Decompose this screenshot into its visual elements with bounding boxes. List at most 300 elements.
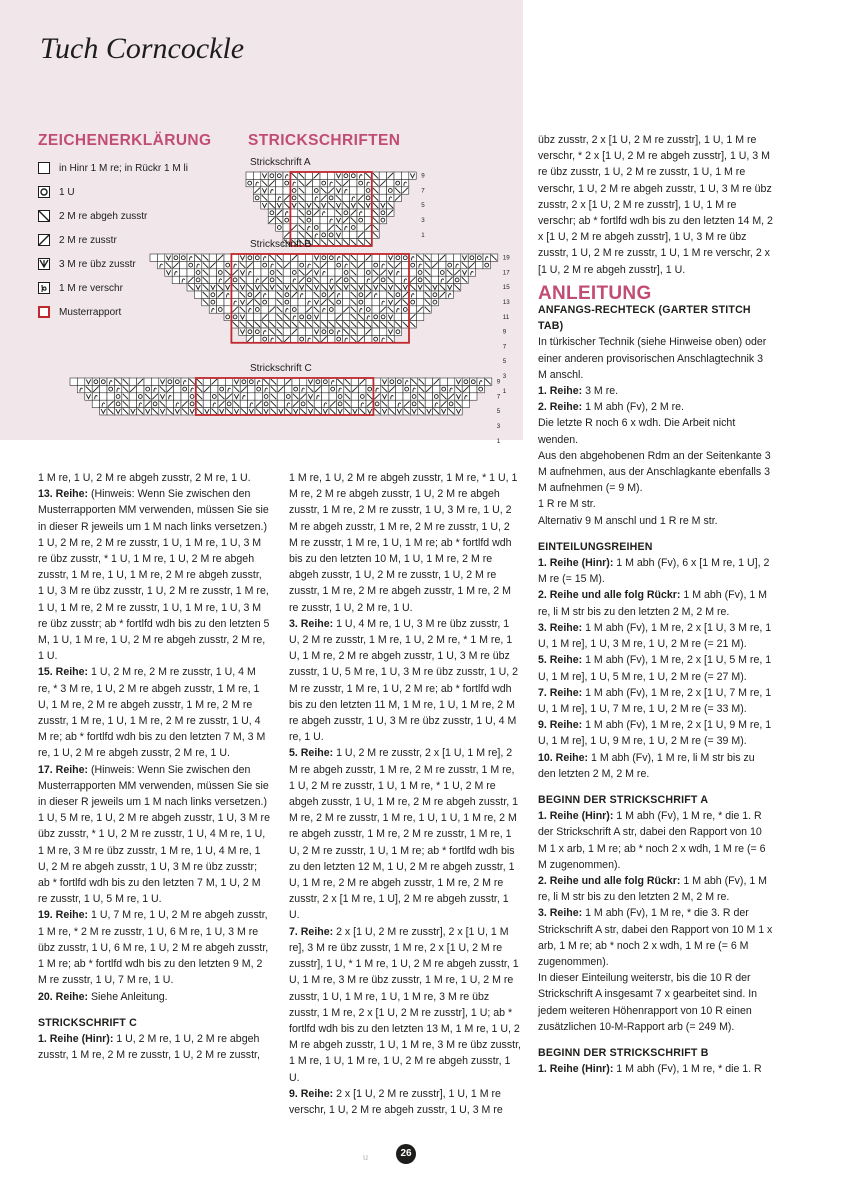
chart-row-number: 5 [496,408,501,416]
chart-b-label: Strickschrift B [250,239,312,250]
chart-cell [336,393,343,400]
chart-cell [329,393,336,400]
chart-cell [440,385,447,392]
legend-heading: ZEICHENERKLÄRUNG [38,132,212,149]
instruction-text: 1 U, 2 M re, 2 M re zusstr, 1 U, 4 M re, * 3 M re, 1 U, 2 M re abgeh zusstr, 1 M re, 1 U, 1 M re, 2 M re abgeh zusstr, 1 M re, 2 M re zusstr, 1 M re, 1 U, 1 M re, 2 M re zusstr, 1 U, 4 M re; ab * fortlfd wdh bis zu den letzten 7 M, 3 M re, 1 U, 2 M re abgeh zusstr, 2 M re, 1 U. [38,666,266,760]
legend-item-label: 2 M re abgeh zusstr [59,210,148,222]
chart-cell [476,261,483,268]
chart-cell [92,378,99,385]
chart-cell [246,291,253,298]
chart-cell [364,187,371,194]
chart-cell [335,328,342,335]
chart-cell [342,335,349,342]
chart-cell [416,291,423,298]
section-heading: ANLEITUNG [538,282,652,304]
chart-cell [225,400,232,407]
chart-cell [357,276,364,283]
chart-cell [100,378,107,385]
instruction-text: 3 M re. [582,385,619,398]
chart-cell [180,261,187,268]
chart-cell [254,254,261,261]
chart-cell [328,306,335,313]
chart-c-label: Strickschrift C [250,363,312,374]
chart-cell [359,393,366,400]
chart-cell [217,298,224,305]
chart-cell [328,335,335,342]
chart-cell [291,276,298,283]
instruction-text: 1 U, 2 M re, 1 U, 2 M re abgeh zusstr, 1 M re, 2 M re zusstr, 1 U, 2 M re zusstr, [38,1032,260,1062]
chart-cell [261,328,268,335]
chart-cell [290,216,297,223]
legend-item-label: in Hinr 1 M re; in Rückr 1 M li [59,162,188,174]
chart-cell [342,313,349,320]
row-label: 3. Reihe: [538,621,583,634]
chart-cell [276,179,283,186]
chart-cell [335,269,342,276]
chart-cell [416,261,423,268]
chart-cell [462,378,469,385]
chart-cell [137,393,144,400]
legend-item [38,204,238,228]
twisted-stitch-icon [38,282,50,294]
chart-cell [151,378,158,385]
chart-cell [151,385,158,392]
row-label: 2. Reihe: [538,401,583,414]
chart-cell [209,306,216,313]
chart-cell [372,254,379,261]
chart-cell [305,276,312,283]
chart-cell [231,313,238,320]
chart-cell [373,400,380,407]
chart-cell [433,400,440,407]
chart-cell [194,269,201,276]
chart-cell [328,328,335,335]
chart-cell [409,298,416,305]
chart-cell [327,216,334,223]
chart-cell [114,385,121,392]
chart-cell [305,254,312,261]
chart-cell [327,231,334,238]
chart-cell [283,179,290,186]
chart-cell [446,291,453,298]
chart-cell [262,393,269,400]
chart-cell [453,254,460,261]
chart-cell [283,291,290,298]
chart-cell [283,276,290,283]
chart-cell [431,298,438,305]
chart-cell [157,261,164,268]
chart-cell [254,335,261,342]
chart-cell [431,254,438,261]
chart-cell [248,393,255,400]
chart-cell [298,335,305,342]
chart-cell [203,378,210,385]
chart-cell [328,313,335,320]
instruction-paragraph [538,620,773,652]
chart-cell [320,328,327,335]
instruction-text: 1 M abh (Fv), 1 M re, li M str bis zu den letzten 2 M, 2 M re. [538,751,755,780]
chart-cell [329,378,336,385]
chart-cell [336,400,343,407]
instruction-paragraph [538,905,773,970]
chart-cell [277,378,284,385]
chart-cell [305,194,312,201]
empty-square-icon [38,162,50,174]
chart-cell [342,194,349,201]
chart-cell [298,298,305,305]
chart-row-number: 1 [502,387,507,395]
instruction-paragraph [289,924,521,1086]
chart-cell [268,313,275,320]
chart-cell [246,269,253,276]
chart-cell [357,328,364,335]
chart-row-number: 9 [496,378,501,386]
chart-cell [283,328,290,335]
instruction-text: 2 x [1 U, 2 M re zusstr], 2 x [1 U, 1 M re], 3 M re übz zusstr, 1 M re, 2 x [1 U, 2 M re zusstr], 1 U, * 1 M re, 1 U, 2 M re abgeh zusstr, 1 U, 1 M re, 3 M re übz zusstr, 1 M re, 1 U, 2 M re zusstr, 1 U, 1 M re, 1 U, 1 M re, 3 M re übz zusstr, 1 M re, 2 x [1 U, 2 M re zusstr], 1 U; ab * fortlfd wdh bis zu den letzten 13 M, 1 M re, 1 U, 2 M re abgeh zusstr, 1 U, 1 M re, 3 M re übz zusstr, 1 M re, 1 U, 1 M re, 1 U, 2 M re abgeh zusstr, 1 U. [289,925,521,1084]
instruction-text: Alternativ 9 M anschl und 1 R re M str. [538,514,718,527]
chart-cell [268,261,275,268]
chart-cell [350,231,357,238]
chart-cell [305,172,312,179]
chart-cell [314,378,321,385]
chart-cell [290,231,297,238]
chart-cell [194,261,201,268]
instruction-text: In dieser Einteilung weiterstr, bis die 10 R der Strickschrift A insgesamt 7 x gearbeitet sind. In jedem weiteren Höhenrapport von 10 R einen zusätzlichen 10-M-Rapport arb (= 249 M). [538,972,758,1033]
chart-cell [359,385,366,392]
chart-cell [225,385,232,392]
chart-cell [373,378,380,385]
chart-cell [253,194,260,201]
chart-cell [366,378,373,385]
chart-cell [224,254,231,261]
chart-cell [181,378,188,385]
chart-cell [217,269,224,276]
chart-cell [172,269,179,276]
chart-cell [388,393,395,400]
chart-cell [328,254,335,261]
chart-cell [335,298,342,305]
chart-cell [283,254,290,261]
chart-cell [357,298,364,305]
chart-cell [379,216,386,223]
chart-cell [255,378,262,385]
instruction-paragraph [289,745,521,923]
chart-cell [401,179,408,186]
row-label: 20. Reihe: [38,990,89,1003]
instruction-text: Siehe Anleitung. [88,990,168,1003]
chart-cell [174,393,181,400]
chart-cell [379,291,386,298]
chart-cell [188,400,195,407]
chart-cell [462,393,469,400]
instruction-paragraph [538,415,773,447]
text-column-3 [538,132,773,1077]
chart-cell [218,385,225,392]
chart-cell [107,378,114,385]
chart-cell [298,291,305,298]
chart-cell [188,385,195,392]
instruction-text: 1 M abh (Fv), 2 M re. [582,401,684,414]
legend-item [38,156,238,180]
instruction-text: 2 x [1 U, 2 M re zusstr], 1 U, 1 M re verschr, 1 U, 2 M re abgeh zusstr, 1 U, 3 M re [289,1087,503,1116]
chart-cell [268,172,275,179]
chart-cell [447,400,454,407]
chart-cell [379,194,386,201]
chart-cell [262,385,269,392]
chart-cell [416,313,423,320]
chart-cell [290,194,297,201]
chart-cell [387,187,394,194]
chart-cell [446,261,453,268]
instruction-paragraph [538,383,773,399]
chart-cell [357,306,364,313]
chart-cell [409,291,416,298]
instruction-text: Die letzte R noch 6 x wdh. Die Arbeit nicht wenden. [538,417,736,446]
chart-cell [403,385,410,392]
legend-item-label: 1 U [59,186,75,198]
chart-cell [379,276,386,283]
chart-cell [410,400,417,407]
chart-cell [416,269,423,276]
chart-cell [351,378,358,385]
chart-cell [439,269,446,276]
row-label: 1. Reihe: [538,385,583,398]
row-label: 19. Reihe: [38,909,89,922]
chart-cell [313,179,320,186]
chart-cell [217,276,224,283]
chart-cell [477,378,484,385]
chart-cell [268,269,275,276]
chart-row-number: 13 [502,298,510,306]
chart-cell [209,291,216,298]
chart-cell [225,378,232,385]
chart-cell [261,291,268,298]
chart-cell [357,254,364,261]
instruction-text: (Hinweis: Wenn Sie zwischen den Musterrapporten MM verwenden, müssen Sie sie in dieser R jeweils um 1 M nach links versetzen.) 1 U, 2 M re, 2 M re zusstr, 1 U, 1 M re, 1 U, 3 M re übz zusstr, * 1 U, 1 M re, 1 U, 2 M re abgeh zusstr, 1 M re, 1 U, 1 M re, 2 M re abgeh zusstr, 1 U, 3 M re übz zusstr, 1 U, 2 M re zusstr, 1 M re, 1 U, 1 M re, 2 M re zusstr, 1 U, 1 M re, 1 U, 3 M re übz zusstr; ab * fortlfd wdh bis zu den letzten 5 M, 1 U, 1 M re, 1 U, 2 M re abgeh zusstr, 2 M re, 1 U. [38,488,270,663]
chart-cell [268,335,275,342]
chart-cell [320,209,327,216]
chart-cell [209,269,216,276]
instruction-paragraph [538,1061,773,1077]
chart-cell [322,378,329,385]
chart-cell [217,261,224,268]
instruction-paragraph [38,762,270,908]
instruction-paragraph [38,470,270,486]
instruction-paragraph [289,1086,521,1118]
pattern-repeat-box-icon [38,306,50,318]
chart-cell [298,313,305,320]
chart-cell [379,313,386,320]
chart-cell [194,291,201,298]
instruction-text: 1 U, 4 M re, 1 U, 3 M re übz zusstr, 1 U, 2 M re zusstr, 1 M re, 1 U, 2 M re, * 1 M re, 1 U, 1 M re, 2 M re abgeh zusstr, 1 U, 3 M re übz zusstr, 1 U, 5 M re, 1 U, 3 M re übz zusstr, 1 U, 2 M re zusstr, 1 M re, 1 U, 2 M re; ab * fortlfd wdh bis zu den letzten 11 M, 1 M re, 1 U, 1 M re, 2 M re abgeh zusstr, 1 U, 3 M re übz zusstr, 1 U, 4 M re, 1 U. [289,617,519,744]
chart-cell [314,393,321,400]
chart-cell [100,400,107,407]
row-label: 5. Reihe: [538,654,583,667]
chart-cell [379,335,386,342]
row-label: 2. Reihe und alle folg Rückr: [538,874,681,887]
instruction-paragraph [538,132,773,278]
left-slant-decrease-icon [38,210,50,222]
chart-cell [254,261,261,268]
chart-cell [446,254,453,261]
chart-cell [416,276,423,283]
chart-cell [364,231,371,238]
chart-cell [305,261,312,268]
chart-cell [322,393,329,400]
chart-row-number: 19 [502,254,510,262]
instruction-paragraph [538,399,773,415]
subsection-heading: BEGINN DER STRICKSCHRIFT B [538,1046,709,1059]
chart-cell [277,393,284,400]
chart-cell [285,385,292,392]
chart-cell [394,291,401,298]
chart-cell [305,313,312,320]
chart-cell [298,254,305,261]
chart-cell [305,187,312,194]
chart-cell [254,276,261,283]
chart-cell [431,291,438,298]
chart-cell [322,385,329,392]
chart-cell [327,194,334,201]
chart-row-number: 3 [502,372,507,380]
chart-cell [268,194,275,201]
chart-cell [298,328,305,335]
chart-cell [320,276,327,283]
chart-cell [240,400,247,407]
chart-cell [372,298,379,305]
chart-cell [379,298,386,305]
chart-cell [394,254,401,261]
chart-cell [268,209,275,216]
chart-cell [396,378,403,385]
chart-cell [283,209,290,216]
chart-cell [92,400,99,407]
chart-cell [254,328,261,335]
chart-cell [217,306,224,313]
chart-cell [403,393,410,400]
text-column-1 [38,470,270,1063]
chart-cell [328,269,335,276]
chart-cell [468,254,475,261]
chart-cell [246,276,253,283]
instruction-paragraph [538,717,773,749]
chart-cell [320,269,327,276]
row-label: 1. Reihe (Hinr): [538,557,614,570]
chart-cell [92,393,99,400]
chart-cell [77,385,84,392]
chart-cell [320,313,327,320]
chart-cell [172,254,179,261]
chart-cell [283,269,290,276]
chart-cell [409,261,416,268]
chart-cell [313,194,320,201]
chart-cell [283,172,290,179]
instruction-text: 1 M abh (Fv), 1 M re, li M str bis zu den letzten 2 M, 2 M re. [538,589,767,618]
instruction-paragraph [538,334,773,383]
chart-cell [396,393,403,400]
chart-cell [402,313,409,320]
chart-cell [409,254,416,261]
chart-cell [211,393,218,400]
chart-cell [276,187,283,194]
instruction-paragraph [538,970,773,1035]
chart-cell [342,261,349,268]
chart-cell [431,276,438,283]
row-label: 3. Reihe: [538,907,583,920]
chart-cell [359,400,366,407]
chart-cell [328,261,335,268]
row-label: 17. Reihe: [38,763,89,776]
chart-cell [181,393,188,400]
instruction-text: 1 M abh (Fv), 6 x [1 M re, 1 U], 2 M re (= 15 M). [538,557,770,586]
chart-cell [342,298,349,305]
chart-cell [396,385,403,392]
text-column-2 [289,470,521,1118]
chart-cell [231,291,238,298]
chart-cell [320,172,327,179]
chart-cell [364,209,371,216]
instruction-paragraph [38,486,270,664]
chart-cell [292,385,299,392]
chart-cell [129,400,136,407]
row-label: 1. Reihe (Hinr): [538,810,614,823]
chart-cell [470,385,477,392]
chart-cell [100,385,107,392]
chart-cell [313,231,320,238]
chart-cell [187,261,194,268]
subsection-heading: ANFANGS-RECHTECK (GARTER STITCH TAB) [538,304,751,333]
chart-cell [151,400,158,407]
chart-cell [261,306,268,313]
instruction-text: (Hinweis: Wenn Sie zwischen den Musterrapporten MM verwenden, müssen Sie sie in dieser R jeweils um 1 M nach links versetzen.) 1 U, 5 M re, 1 U, 2 M re abgeh zusstr, 1 U, 3 M re übz zusstr, * 1 U, 2 M re zusstr, 1 U, 4 M re, 1 U, 1 M re, 3 M re übz zusstr, 1 M re, 1 U, 4 M re, 1 U, 2 M re abgeh zusstr, 1 U, 3 M re übz zusstr; ab * fortlfd wdh bis zu den letzten 7 M, 1 U, 2 M re zusstr, 1 U, 5 M re, 1 U. [38,763,270,906]
chart-cell [394,172,401,179]
chart-row-number: 15 [502,284,510,292]
chart-cell [246,254,253,261]
subsection-heading: EINTEILUNGSREIHEN [538,540,653,553]
chart-cell [379,209,386,216]
legend-item-label: 1 M re verschr [59,282,123,294]
chart-cell [476,254,483,261]
chart-cell [365,306,372,313]
instruction-paragraph [538,513,773,529]
chart-cell [342,291,349,298]
chart-cell [335,335,342,342]
chart-cell [396,400,403,407]
chart-cell [402,261,409,268]
chart-cell [290,187,297,194]
chart-cell [313,216,320,223]
chart-cell [283,187,290,194]
chart-cell [254,313,261,320]
chart-cell [431,269,438,276]
chart-cell [268,187,275,194]
chart-cell [364,179,371,186]
chart-cell [313,187,320,194]
chart-cell [261,254,268,261]
chart-cell [231,254,238,261]
chart-cell [180,269,187,276]
chart-cell [299,385,306,392]
instruction-text: 1 M abh (Fv), 1 M re, 2 x [1 U, 7 M re, 1 U, 1 M re], 1 U, 7 M re, 1 U, 2 M re (= 33 M). [538,686,772,715]
chart-cell [314,400,321,407]
chart-cell [328,276,335,283]
chart-a-label: Strickschrift A [250,157,311,168]
chart-cell [240,393,247,400]
chart-cell [291,269,298,276]
chart-cell [402,269,409,276]
instruction-paragraph [538,448,773,497]
chart-cell [365,276,372,283]
